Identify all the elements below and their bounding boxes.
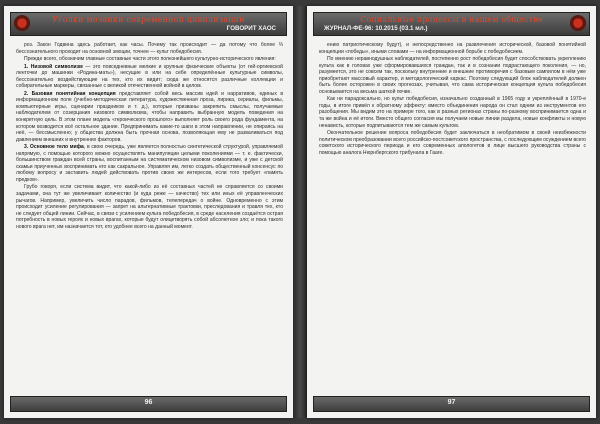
paragraph-text: Окончательное решение вопроса победобесия будет заключаться в необратимом в своей неизбежности политическом преобразовании всего российско-постсоветского пространства, с последующим осуждением всего советского исторического периода и его современных апологетов в лице высшего руководства страны с помощью аналога Нюрнбергского трибунала в Гааге.: [319, 130, 586, 156]
right-page-body: [319, 42, 586, 394]
paragraph: [16, 42, 283, 55]
paragraph: [319, 56, 586, 95]
paragraph-text: роз. Закон Годвина здесь работает, как часы. Почему так происходит — да потому что более ⅔ бессознательного проходит на основной эмоции, точнее — культ победобесия.: [16, 42, 283, 55]
paragraph-text: — это повседневные мелкие и крупные физические объекты (от гей-оргиевской ленточки до машинки «Родина-мать»), несущие в или на себе определённые культурные символы, бессознательно воздействующие на тех, кто их видит; сюда же относятся различные коллекции и собирательные маркеры, связанные с великой отечественной войной в целом.: [16, 63, 283, 90]
right-page-header: [313, 12, 590, 36]
paragraph-text: По мнению неравнодушных наблюдателей, постепенно рост победобесия будет способствовать укреплению культа как в головах уже сформировавшихся граждан, так и в сознании подрастающего поколения, — но, разумеется, это не совсем так, поскольку внутренние и внешние противоречия с базовым сампилом в нём уже приобретают массовый характер, и методологический каркас. Поэтому следующий блок наблюдателей должен быть более осторожен в своих прогнозах, учитывая, что сама историческая концепция культа победобесия основывается на весьма шаткой почве.: [319, 56, 586, 95]
right-header-title: Социальные процессы в нашем обществе: [360, 15, 543, 24]
paragraph-text: ению патриотическому будут), и непосредственно на развлечения исторической, базовой понятийной концепции «победы», иными словами — на информационной борьбе с победобесием.: [319, 42, 586, 55]
paragraph: [16, 56, 283, 63]
paragraph-text: Как ни парадоксально, но культ победобесия, изначально созданный в 1965 году и укреплённый в 1970-е годы, в итоге привёл к обратному эффекту: вместо объединения народа он стал одним из инструментов его разобщения. Мы видим это на примере того, как в разных регионах страны по-разному воспринимается одна и та же война и её итоги. Вместо общего согласия мы получаем новые линии раздела, новые конфликты и новую ненависть, которые подпитываются тем же самым культом.: [319, 96, 586, 129]
book-spine: [293, 6, 307, 418]
right-header-subtitle: ЖУРНАЛ-ФЕ-96: 10.2015 (03.1 мл.): [324, 25, 428, 32]
paragraph-text: Грубо говоря, если система видит, что какой-либо из её составных частей не справляется со своими задачами, она тут же увеличивает количество (и куда реже — качество) тех или иных её управленческих рычагов. Например, увеличить число парадов, фильмов, телепередач о войне. Одновременно с этим происходит усиление регулирования — запрет на альтернативные трактовки, преследования и травля тех, кто не следует общей линии. Сейчас, в связи с усилением культа победобесия, в среде населения создаётся острая потребность в новых героях и новых врагах, которые будут олицетворять собой абсолютное зло; и пока такого нового врага нет, им назначается тот, кто удобнее всего на данный момент.: [16, 184, 283, 230]
paragraph: [16, 91, 283, 143]
paragraph: [319, 42, 586, 55]
right-page: [307, 6, 596, 418]
left-page-body: [16, 42, 283, 394]
paragraph: [16, 144, 283, 183]
left-page-header: [10, 12, 287, 36]
paragraph: [16, 184, 283, 230]
left-header-title: Уголки мозаики современной цивилизации: [52, 15, 245, 24]
paragraph-text: представляет собой весь массив идей и нарративов, единых в информационном поле (учебно-методическая литература, художественная проза, лирика, сериалы, фильмы, компьютерные игры, сценарии праздников и т. д.), которые призваны закрепить смыслы, получаемые наблюдателем от созерцания низового символизма, чтобы направить выбранную модель поведения на конкретную цель. В этом плане модель «героического прошлого» выполняет роль своего рода фундамента, на котором возводится всё остальное здание. Предпринимать какие-то шаги в этом направлении, не опираясь на неё, — бессмысленно; у общества должна быть прочная основа, позволяющая ему не разваливаться под давлением внешних и внутренних факторов.: [16, 90, 283, 143]
right-page-number: 97: [447, 399, 456, 406]
paragraph: [16, 64, 283, 90]
paragraph-heading: 3. Основное тело мифа: [24, 144, 84, 151]
paragraph-heading: 2. Базовая понятийная концепция: [24, 90, 116, 97]
right-page-footer: [313, 396, 590, 412]
left-page: [4, 6, 293, 418]
paragraph-text: Прежде всего, обозначим главные составные части этого полезнейшего культурно-исторического явления:: [24, 56, 276, 63]
paragraph: [319, 96, 586, 129]
left-page-number: 96: [144, 399, 153, 406]
left-page-footer: [10, 396, 287, 412]
paragraph-heading: 1. Низовой символизм: [24, 63, 83, 70]
paragraph: [319, 130, 586, 156]
left-header-subtitle: ГОВОРИТ ХАОС: [226, 25, 276, 32]
paragraph-text: , в свою очередь, уже является полностью синтетической структурой, управляемой напрямую, с помощью которого можно осуществлять манипуляции целыми поколениями — т. е. фактически, большинством граждан всей страны, воспитанным на систематическом низовом символизме, и уже с детской скамьи приученных воспринимать его как сакральное. Управляя им, легко создать общественный консенсус по любому вопросу и заставить людей действовать против своих же интересов, если того требует «память предков».: [16, 144, 283, 183]
